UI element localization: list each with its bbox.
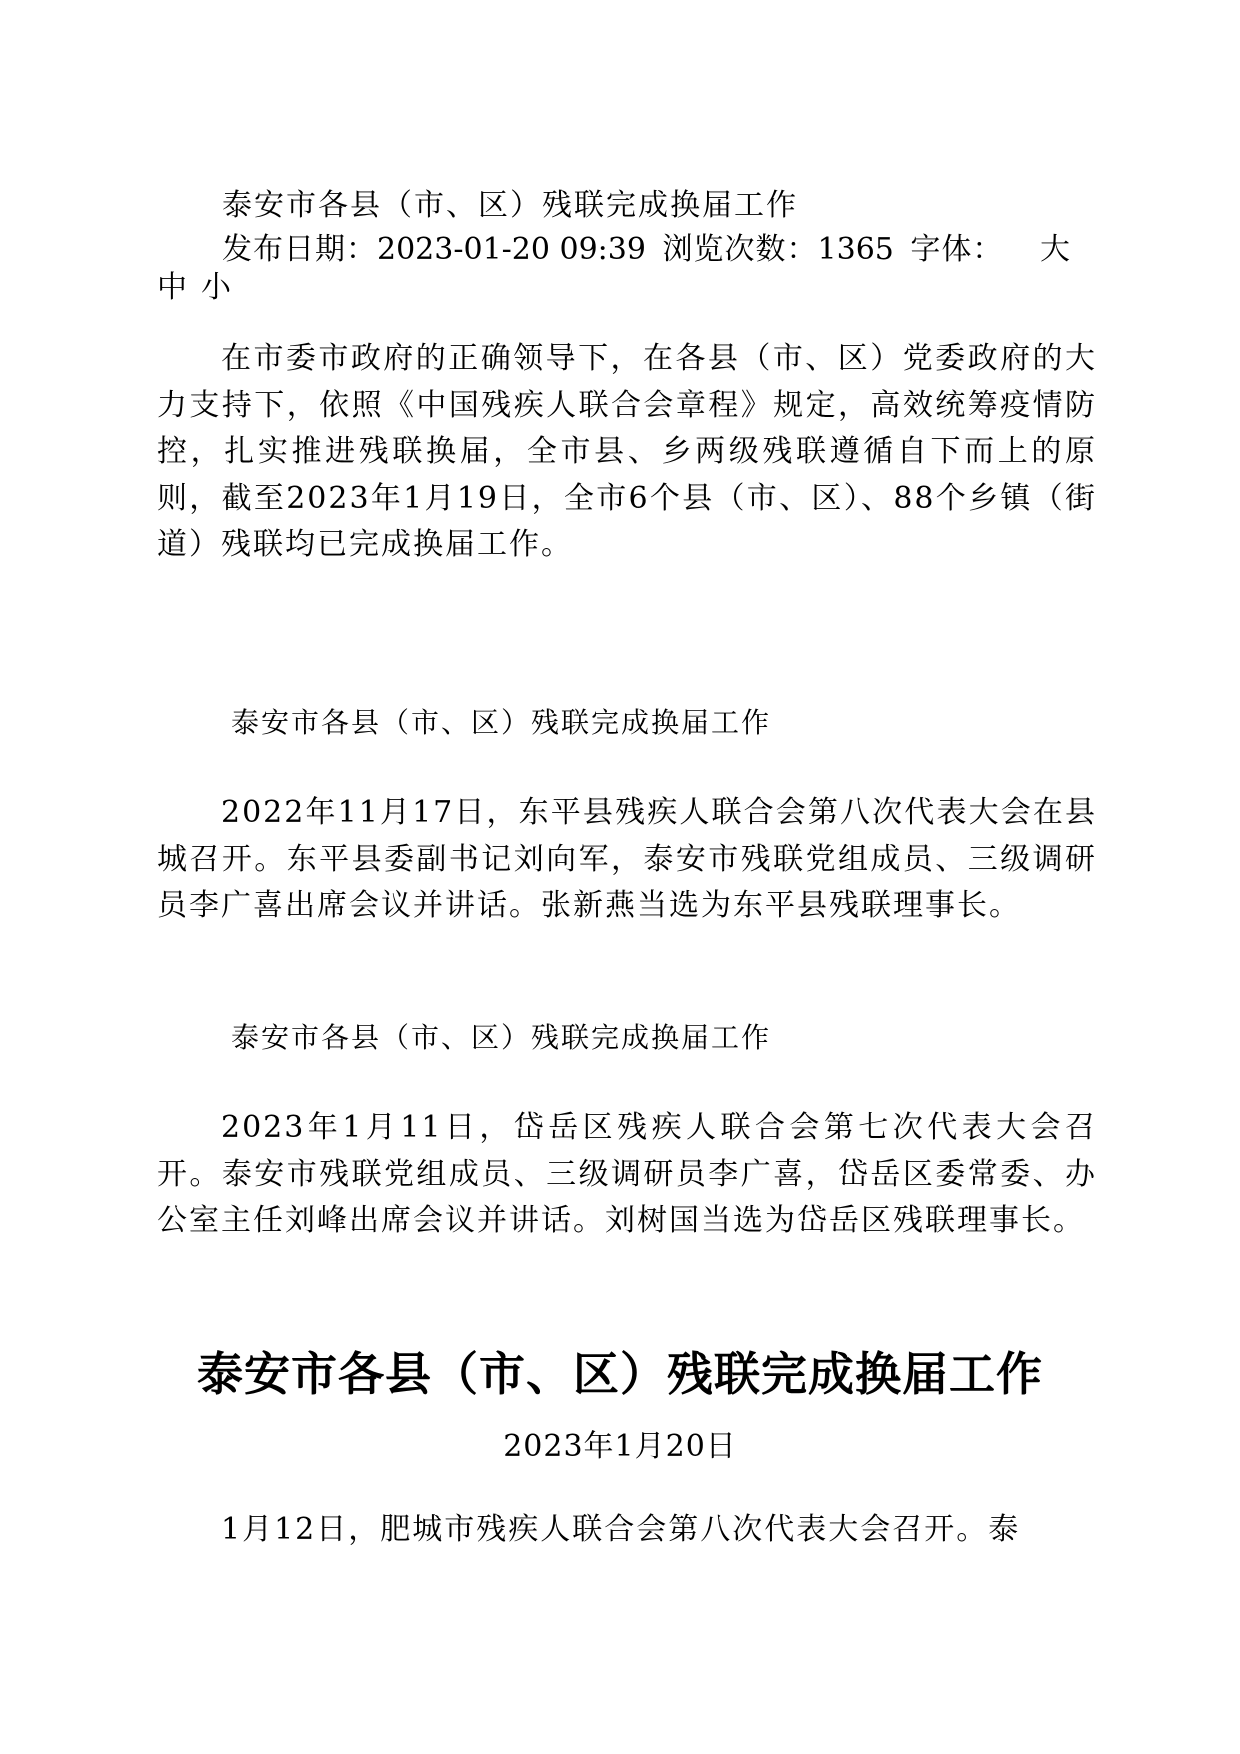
font-size-medium-link[interactable]: 中	[157, 270, 191, 305]
views-value: 1365	[817, 232, 894, 267]
section1-paragraph: 2022年11月17日，东平县残疾人联合会第八次代表大会在县城召开。东平县委副书记刘向军，泰安市残联党组成员、三级调研员李广喜出席会议并讲话。张新燕当选为东平县残联理事长。	[157, 795, 1097, 923]
article-paragraph: 1月12日，肥城市残疾人联合会第八次代表大会召开。泰	[221, 1512, 1021, 1547]
font-size-small-link[interactable]: 小	[201, 270, 235, 305]
font-label: 字体：	[910, 232, 1004, 267]
date-value: 2023-01-20 09:39	[377, 232, 646, 267]
intro-paragraph: 在市委市政府的正确领导下，在各县（市、区）党委政府的大力支持下，依照《中国残疾人联合会章程》规定，高效统筹疫情防控，扎实推进残联换届，全市县、乡两级残联遵循自下而上的原则，截至2023年1月19日，全市6个县（市、区）、88个乡镇（街道）残联均已完成换届工作。	[157, 341, 1097, 562]
section2-heading: 泰安市各县（市、区）残联完成换届工作	[231, 1021, 772, 1054]
article-date: 2023年1月20日	[503, 1429, 737, 1464]
font-size-options	[157, 266, 235, 310]
intro-title: 泰安市各县（市、区）残联完成换届工作	[222, 188, 798, 223]
section2-paragraph: 2023年1月11日，岱岳区残疾人联合会第七次代表大会召开。泰安市残联党组成员、三级调研员李广喜，岱岳区委常委、办公室主任刘峰出席会议并讲话。刘树国当选为岱岳区残联理事长。	[157, 1110, 1097, 1238]
section1-heading: 泰安市各县（市、区）残联完成换届工作	[231, 706, 772, 739]
intro-meta	[222, 228, 1077, 272]
article-title: 泰安市各县（市、区）残联完成换届工作	[197, 1347, 1043, 1401]
date-label: 发布日期：	[222, 232, 377, 267]
font-size-large-link[interactable]: 大	[1039, 232, 1071, 267]
views-label: 浏览次数：	[662, 232, 818, 267]
